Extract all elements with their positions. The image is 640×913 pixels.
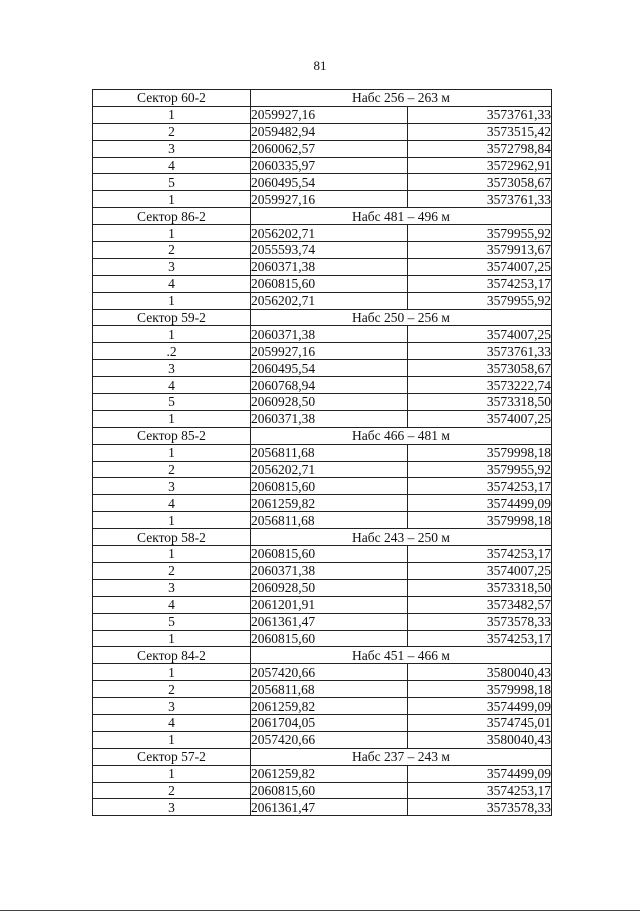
point-number: 1 bbox=[93, 410, 251, 427]
coordinate-y: 3574007,25 bbox=[408, 258, 552, 275]
point-number: 5 bbox=[93, 613, 251, 630]
table-row bbox=[93, 546, 552, 563]
coordinate-y: 3573222,74 bbox=[408, 377, 552, 394]
table-row bbox=[93, 782, 552, 799]
coordinate-y: 3573761,33 bbox=[408, 343, 552, 360]
sector-name: Сектор 58-2 bbox=[93, 529, 251, 546]
coordinate-y: 3574007,25 bbox=[408, 410, 552, 427]
coordinate-x: 2060371,38 bbox=[251, 562, 408, 579]
sector-name: Сектор 85-2 bbox=[93, 427, 251, 444]
coordinate-y: 3573058,67 bbox=[408, 360, 552, 377]
coordinate-y: 3574253,17 bbox=[408, 630, 552, 647]
coordinate-x: 2061201,91 bbox=[251, 596, 408, 613]
table-row bbox=[93, 596, 552, 613]
sector-elevation: Набс 451 – 466 м bbox=[251, 647, 552, 664]
coordinate-x: 2060815,60 bbox=[251, 546, 408, 563]
table-row bbox=[93, 512, 552, 529]
coordinate-y: 3573761,33 bbox=[408, 191, 552, 208]
table-row bbox=[93, 714, 552, 731]
coordinate-x: 2060371,38 bbox=[251, 258, 408, 275]
coordinate-y: 3572798,84 bbox=[408, 140, 552, 157]
coordinate-y: 3572962,91 bbox=[408, 157, 552, 174]
sector-name: Сектор 57-2 bbox=[93, 748, 251, 765]
coordinate-y: 3579913,67 bbox=[408, 242, 552, 259]
table-row bbox=[93, 664, 552, 681]
table-row bbox=[93, 258, 552, 275]
sector-header-row bbox=[93, 90, 552, 107]
coordinate-y: 3579998,18 bbox=[408, 512, 552, 529]
coordinate-y: 3573578,33 bbox=[408, 799, 552, 816]
coordinate-y: 3574007,25 bbox=[408, 562, 552, 579]
table-row bbox=[93, 360, 552, 377]
sector-name: Сектор 86-2 bbox=[93, 208, 251, 225]
coordinate-y: 3573318,50 bbox=[408, 579, 552, 596]
point-number: 3 bbox=[93, 478, 251, 495]
coordinate-y: 3580040,43 bbox=[408, 664, 552, 681]
table-row bbox=[93, 562, 552, 579]
coordinate-x: 2056202,71 bbox=[251, 292, 408, 309]
coordinate-x: 2061259,82 bbox=[251, 698, 408, 715]
point-number: 2 bbox=[93, 461, 251, 478]
point-number: 2 bbox=[93, 562, 251, 579]
point-number: 1 bbox=[93, 292, 251, 309]
coordinate-y: 3573058,67 bbox=[408, 174, 552, 191]
table-row bbox=[93, 444, 552, 461]
point-number: 1 bbox=[93, 546, 251, 563]
point-number: 5 bbox=[93, 174, 251, 191]
point-number: 1 bbox=[93, 765, 251, 782]
coordinate-y: 3574499,09 bbox=[408, 495, 552, 512]
sector-coordinates-table bbox=[92, 89, 552, 816]
coordinate-y: 3574499,09 bbox=[408, 698, 552, 715]
coordinate-x: 2056202,71 bbox=[251, 225, 408, 242]
point-number: .2 bbox=[93, 343, 251, 360]
coordinate-x: 2061259,82 bbox=[251, 495, 408, 512]
sector-elevation: Набс 250 – 256 м bbox=[251, 309, 552, 326]
table-row bbox=[93, 681, 552, 698]
table-row bbox=[93, 292, 552, 309]
coordinate-x: 2059482,94 bbox=[251, 123, 408, 140]
coordinate-y: 3579955,92 bbox=[408, 225, 552, 242]
point-number: 4 bbox=[93, 495, 251, 512]
point-number: 4 bbox=[93, 377, 251, 394]
table-row bbox=[93, 630, 552, 647]
point-number: 4 bbox=[93, 714, 251, 731]
point-number: 1 bbox=[93, 106, 251, 123]
coordinate-x: 2055593,74 bbox=[251, 242, 408, 259]
coordinate-x: 2060371,38 bbox=[251, 410, 408, 427]
point-number: 4 bbox=[93, 596, 251, 613]
point-number: 3 bbox=[93, 360, 251, 377]
sector-header-row bbox=[93, 529, 552, 546]
sector-elevation: Набс 481 – 496 м bbox=[251, 208, 552, 225]
sector-header-row bbox=[93, 647, 552, 664]
coordinate-x: 2060062,57 bbox=[251, 140, 408, 157]
point-number: 2 bbox=[93, 242, 251, 259]
table-row bbox=[93, 410, 552, 427]
point-number: 1 bbox=[93, 630, 251, 647]
point-number: 2 bbox=[93, 782, 251, 799]
sector-elevation: Набс 243 – 250 м bbox=[251, 529, 552, 546]
coordinate-y: 3574253,17 bbox=[408, 478, 552, 495]
coordinate-x: 2061361,47 bbox=[251, 613, 408, 630]
table-body bbox=[93, 90, 552, 816]
table-row bbox=[93, 225, 552, 242]
coordinate-x: 2060815,60 bbox=[251, 630, 408, 647]
coordinate-x: 2060815,60 bbox=[251, 478, 408, 495]
sector-header-row bbox=[93, 748, 552, 765]
sector-header-row bbox=[93, 427, 552, 444]
table-row bbox=[93, 799, 552, 816]
page-bottom-edge bbox=[0, 910, 640, 911]
point-number: 1 bbox=[93, 444, 251, 461]
coordinate-y: 3573482,57 bbox=[408, 596, 552, 613]
point-number: 3 bbox=[93, 799, 251, 816]
point-number: 1 bbox=[93, 326, 251, 343]
point-number: 1 bbox=[93, 731, 251, 748]
coordinate-y: 3574253,17 bbox=[408, 782, 552, 799]
point-number: 1 bbox=[93, 225, 251, 242]
table-row bbox=[93, 765, 552, 782]
coordinate-x: 2056811,68 bbox=[251, 444, 408, 461]
coordinate-x: 2056202,71 bbox=[251, 461, 408, 478]
point-number: 1 bbox=[93, 191, 251, 208]
coordinate-x: 2059927,16 bbox=[251, 106, 408, 123]
point-number: 3 bbox=[93, 698, 251, 715]
sector-header-row bbox=[93, 208, 552, 225]
coordinate-y: 3579998,18 bbox=[408, 444, 552, 461]
point-number: 2 bbox=[93, 681, 251, 698]
coordinate-y: 3573761,33 bbox=[408, 106, 552, 123]
table-row bbox=[93, 106, 552, 123]
point-number: 5 bbox=[93, 394, 251, 411]
coordinate-x: 2060928,50 bbox=[251, 579, 408, 596]
table-row bbox=[93, 343, 552, 360]
table-row bbox=[93, 579, 552, 596]
coordinate-x: 2060335,97 bbox=[251, 157, 408, 174]
table-row bbox=[93, 174, 552, 191]
table-row bbox=[93, 478, 552, 495]
coordinate-x: 2060815,60 bbox=[251, 275, 408, 292]
coordinate-x: 2060928,50 bbox=[251, 394, 408, 411]
point-number: 3 bbox=[93, 140, 251, 157]
table-row bbox=[93, 731, 552, 748]
coordinate-x: 2060815,60 bbox=[251, 782, 408, 799]
table-row bbox=[93, 377, 552, 394]
coordinate-y: 3574745,01 bbox=[408, 714, 552, 731]
coordinate-y: 3574007,25 bbox=[408, 326, 552, 343]
coordinate-x: 2060768,94 bbox=[251, 377, 408, 394]
table-row bbox=[93, 698, 552, 715]
point-number: 4 bbox=[93, 157, 251, 174]
coordinate-y: 3580040,43 bbox=[408, 731, 552, 748]
point-number: 3 bbox=[93, 258, 251, 275]
coordinate-x: 2060495,54 bbox=[251, 360, 408, 377]
coordinate-x: 2056811,68 bbox=[251, 681, 408, 698]
coordinate-y: 3573318,50 bbox=[408, 394, 552, 411]
table-row bbox=[93, 394, 552, 411]
sector-elevation: Набс 466 – 481 м bbox=[251, 427, 552, 444]
sector-elevation: Набс 237 – 243 м bbox=[251, 748, 552, 765]
coordinate-y: 3574253,17 bbox=[408, 275, 552, 292]
point-number: 3 bbox=[93, 579, 251, 596]
coordinate-y: 3574253,17 bbox=[408, 546, 552, 563]
table-row bbox=[93, 326, 552, 343]
sector-header-row bbox=[93, 309, 552, 326]
sector-elevation: Набс 256 – 263 м bbox=[251, 90, 552, 107]
table-row bbox=[93, 613, 552, 630]
coordinate-y: 3579955,92 bbox=[408, 292, 552, 309]
coordinate-x: 2056811,68 bbox=[251, 512, 408, 529]
point-number: 4 bbox=[93, 275, 251, 292]
sector-name: Сектор 84-2 bbox=[93, 647, 251, 664]
table-row bbox=[93, 140, 552, 157]
table-row bbox=[93, 242, 552, 259]
coordinate-y: 3574499,09 bbox=[408, 765, 552, 782]
table-row bbox=[93, 275, 552, 292]
table-row bbox=[93, 123, 552, 140]
coordinate-x: 2061704,05 bbox=[251, 714, 408, 731]
coordinate-y: 3579955,92 bbox=[408, 461, 552, 478]
point-number: 2 bbox=[93, 123, 251, 140]
table-row bbox=[93, 495, 552, 512]
coordinate-x: 2060371,38 bbox=[251, 326, 408, 343]
table-row bbox=[93, 461, 552, 478]
coordinate-x: 2061259,82 bbox=[251, 765, 408, 782]
coordinate-x: 2061361,47 bbox=[251, 799, 408, 816]
point-number: 1 bbox=[93, 664, 251, 681]
sector-name: Сектор 60-2 bbox=[93, 90, 251, 107]
coordinate-x: 2059927,16 bbox=[251, 191, 408, 208]
page-number: 81 bbox=[313, 58, 327, 73]
sector-name: Сектор 59-2 bbox=[93, 309, 251, 326]
coordinate-x: 2060495,54 bbox=[251, 174, 408, 191]
coordinate-x: 2057420,66 bbox=[251, 731, 408, 748]
coordinate-y: 3579998,18 bbox=[408, 681, 552, 698]
coordinate-y: 3573515,42 bbox=[408, 123, 552, 140]
coordinate-x: 2057420,66 bbox=[251, 664, 408, 681]
coordinate-x: 2059927,16 bbox=[251, 343, 408, 360]
point-number: 1 bbox=[93, 512, 251, 529]
coordinate-y: 3573578,33 bbox=[408, 613, 552, 630]
table-row bbox=[93, 191, 552, 208]
table-row bbox=[93, 157, 552, 174]
